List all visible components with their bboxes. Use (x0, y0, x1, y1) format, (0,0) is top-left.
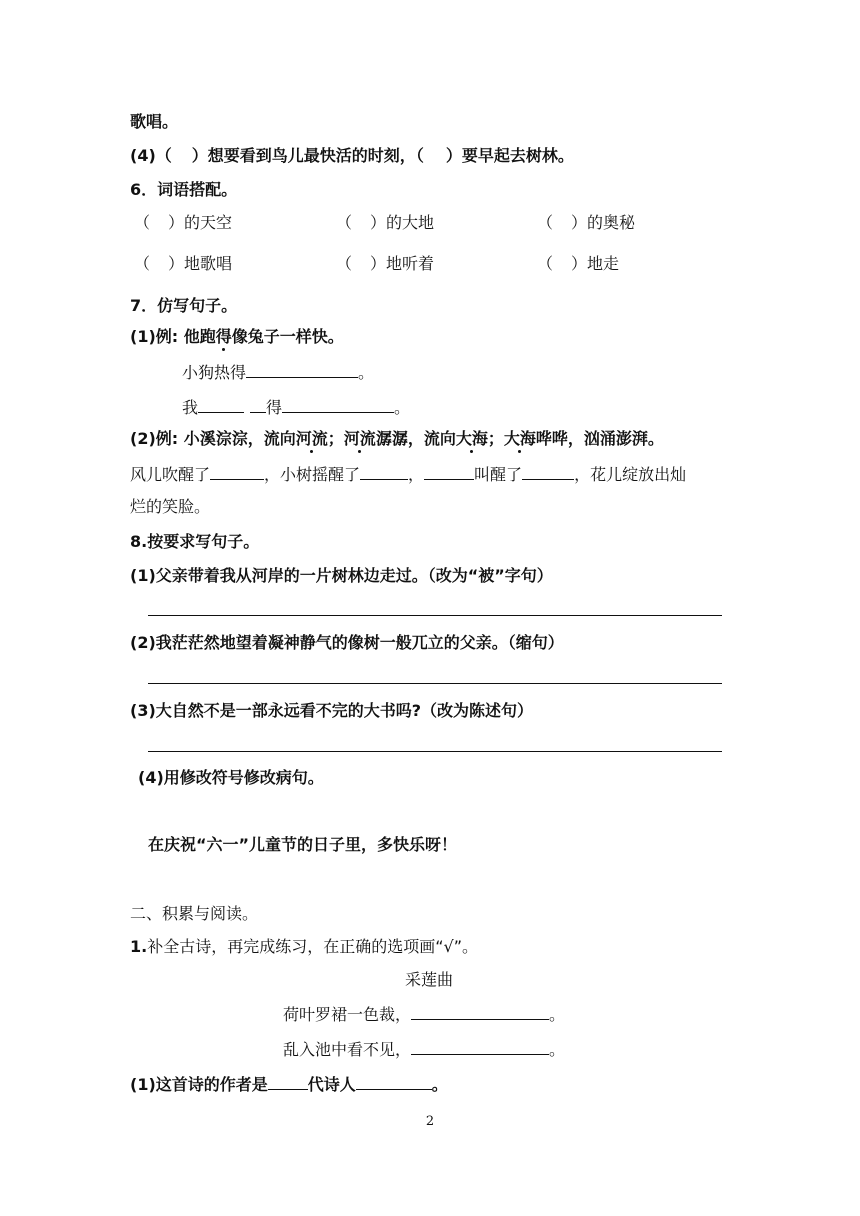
period: 。 (431, 1075, 448, 1094)
q8-item-2 (130, 633, 564, 653)
q6-row1-col1 (134, 213, 232, 233)
emphasis-word: 大海 (455, 429, 488, 448)
part2-q1-1 (130, 1075, 448, 1095)
answer-line[interactable] (148, 683, 722, 684)
q8-item-1 (130, 566, 553, 586)
example-text: ； (487, 429, 504, 448)
open-paren: （ (336, 254, 353, 273)
answer-blank[interactable] (268, 1075, 308, 1090)
prompt-text: ， (408, 465, 425, 484)
example-text: 像兔子一样快。 (231, 327, 344, 346)
q6-row1-col3 (537, 213, 635, 233)
period: 。 (358, 363, 375, 382)
poem-line-2 (283, 1040, 565, 1060)
open-paren: （ (336, 213, 353, 232)
sick-sentence: 在庆祝“六一”儿童节的日子里，多快乐呀！ (148, 835, 458, 854)
emphasis-char: 得 (215, 327, 232, 346)
q7-fill-line-a (182, 363, 374, 383)
prompt-text: 叫醒了 (474, 465, 523, 484)
q6-row2-col2 (336, 254, 434, 274)
answer-blank[interactable] (522, 465, 574, 480)
answer-blank[interactable] (210, 465, 264, 480)
item-text: 用修改符号修改病句。 (163, 768, 324, 787)
answer-blank[interactable] (360, 465, 408, 480)
emphasis-word: 河流 (295, 429, 328, 448)
item-text: 补全古诗，再完成练习，在正确的选项画“√”。 (147, 937, 478, 956)
open-paren: （ (155, 146, 172, 165)
poem-line-1 (283, 1005, 565, 1025)
item-number: (1) (130, 1075, 156, 1094)
collocation-text: 的奥秘 (587, 213, 636, 232)
example-text: 他跑 (183, 327, 216, 346)
open-paren: （ (537, 213, 554, 232)
answer-line[interactable] (148, 751, 722, 752)
q6-row1-col2 (336, 213, 434, 233)
close-paren: ） (370, 254, 387, 273)
prompt-text: ，小树摇醒了 (264, 465, 361, 484)
item-number: (1) (130, 566, 156, 585)
example-text: 哗哗，汹涌澎湃。 (535, 429, 664, 448)
close-paren: ） (571, 213, 588, 232)
item-number: (4) (130, 146, 156, 165)
item-number: 1. (130, 937, 148, 956)
section-2-title: 二、积累与阅读。 (130, 904, 259, 923)
answer-blank[interactable] (198, 398, 244, 413)
q5-item-4 (130, 146, 574, 166)
item-text: 代诗人 (307, 1075, 356, 1094)
item-text: 我茫茫然地望着凝神静气的像树一般兀立的父亲。（缩句） (155, 633, 564, 652)
q6-row2-col3 (537, 254, 619, 274)
answer-blank[interactable] (250, 398, 266, 413)
period: 。 (549, 1005, 566, 1024)
open-paren: （ (415, 146, 424, 165)
answer-blank[interactable] (424, 465, 474, 480)
item-text: 大自然不是一部永远看不完的大书吗?（改为陈述句） (155, 701, 534, 720)
example-text: ； (327, 429, 344, 448)
item-text: 这首诗的作者是 (155, 1075, 268, 1094)
example-label: 例: (155, 327, 179, 346)
q8-item-4 (138, 768, 324, 788)
poem-text: 乱入池中看不见， (283, 1040, 412, 1059)
collocation-text: 地听着 (386, 254, 435, 273)
emphasis-word: 大海 (503, 429, 536, 448)
period: 。 (549, 1040, 566, 1059)
q7-example-1 (130, 327, 344, 347)
item-text: 要早起去树林。 (461, 146, 574, 165)
emphasis-word: 河流 (343, 429, 376, 448)
example-text: 小溪淙淙，流向 (183, 429, 296, 448)
example-text: 潺潺，流向 (375, 429, 456, 448)
answer-blank[interactable] (246, 363, 358, 378)
q7-title: 7．仿写句子。 (130, 296, 238, 315)
poem-text: 荷叶罗裙一色裁， (283, 1005, 412, 1024)
close-paren: ） (445, 146, 462, 165)
period: 。 (394, 398, 411, 417)
item-text: 想要看到鸟儿最快活的时刻， (207, 146, 416, 165)
q6-row2-col1 (134, 254, 232, 274)
answer-blank[interactable] (411, 1005, 549, 1020)
open-paren: （ (134, 213, 151, 232)
example-label: 例: (155, 429, 179, 448)
answer-blank[interactable] (356, 1075, 432, 1090)
close-paren: ） (571, 254, 588, 273)
close-paren: ） (191, 146, 208, 165)
open-paren: （ (537, 254, 554, 273)
prompt-text: ，花儿绽放出灿 (574, 465, 687, 484)
close-paren: ） (168, 213, 185, 232)
q7-fill-line-c (130, 465, 686, 485)
collocation-text: 地歌唱 (184, 254, 233, 273)
item-number: (2) (130, 429, 156, 448)
answer-line[interactable] (148, 615, 722, 616)
close-paren: ） (370, 213, 387, 232)
prompt-text: 我 (182, 398, 199, 417)
poem-title: 采莲曲 (405, 970, 454, 989)
close-paren: ） (168, 254, 185, 273)
collocation-text: 的大地 (386, 213, 435, 232)
prompt-text: 得 (266, 398, 283, 417)
item-number: (3) (130, 701, 156, 720)
page-number: 2 (425, 1114, 435, 1129)
q5-tail-text: 歌唱。 (130, 112, 179, 131)
collocation-text: 的天空 (184, 213, 233, 232)
prompt-text: 风儿吹醒了 (130, 465, 211, 484)
answer-blank[interactable] (282, 398, 394, 413)
collocation-text: 地走 (587, 254, 620, 273)
item-number: (2) (130, 633, 156, 652)
answer-blank[interactable] (411, 1040, 549, 1055)
q7-example-2 (130, 429, 664, 449)
item-number: (1) (130, 327, 156, 346)
prompt-text: 小狗热得 (182, 363, 247, 382)
open-paren: （ (134, 254, 151, 273)
q6-title: 6．词语搭配。 (130, 180, 238, 199)
q8-title: 8.按要求写句子。 (130, 532, 260, 551)
item-text: 父亲带着我从河岸的一片树林边走过。（改为“被”字句） (155, 566, 553, 585)
q8-item-3 (130, 701, 533, 721)
part2-q1-title (130, 937, 478, 957)
item-number: (4) (138, 768, 164, 787)
q7-fill-line-c-cont: 烂的笑脸。 (130, 497, 211, 516)
q7-fill-line-b (182, 398, 410, 418)
